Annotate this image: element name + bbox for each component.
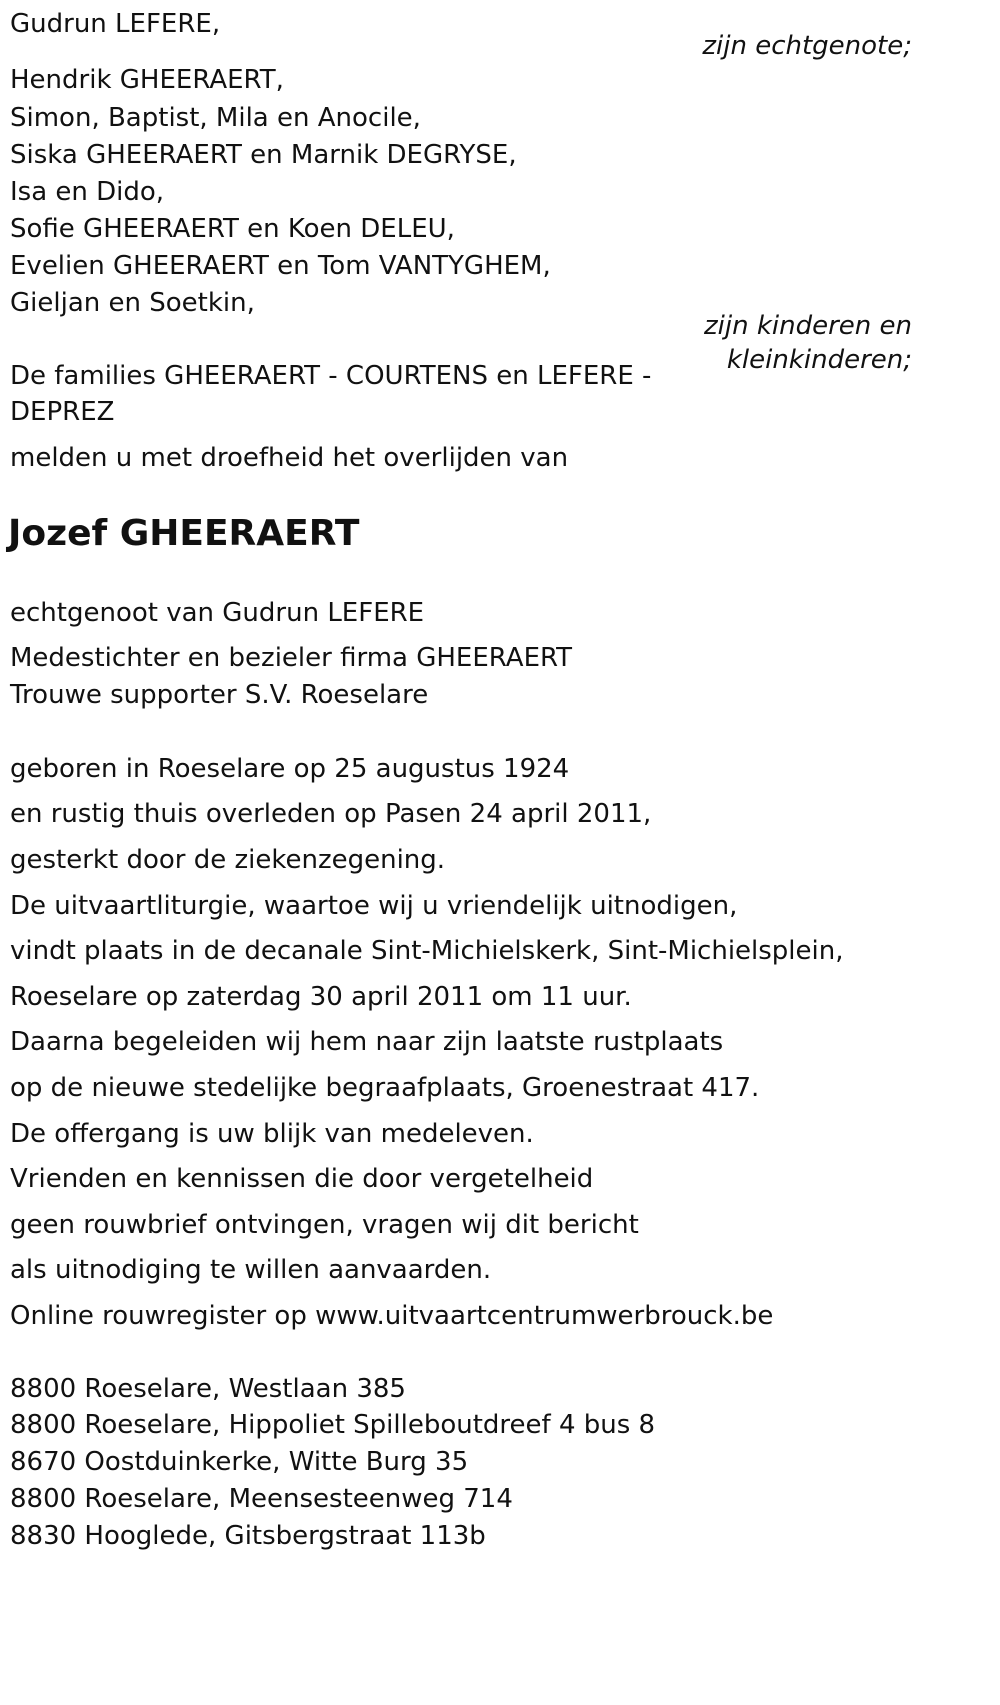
detail-line: op de nieuwe stedelijke begraafplaats, Groenestraat 417.: [10, 1073, 760, 1103]
title-line: Medestichter en bezieler firma GHEERAERT: [10, 643, 573, 673]
detail-line: vindt plaats in de decanale Sint-Michielskerk, Sint-Michielsplein,: [10, 936, 844, 966]
deceased-name: Jozef GHEERAERT: [8, 513, 360, 554]
detail-line: als uitnodiging te willen aanvaarden.: [10, 1255, 492, 1285]
children-role-line2: kleinkinderen;: [726, 345, 912, 375]
family-line: Sofie GHEERAERT en Koen DELEU,: [10, 214, 455, 244]
announcement: melden u met droefheid het overlijden van: [10, 443, 569, 473]
family-line: Hendrik GHEERAERT,: [10, 65, 284, 95]
detail-line: gesterkt door de ziekenzegening.: [10, 845, 446, 875]
families-line2: DEPREZ: [10, 397, 115, 427]
detail-line: Online rouwregister op www.uitvaartcentrumwerbrouck.be: [10, 1301, 774, 1331]
address-line: 8800 Roeselare, Hippoliet Spilleboutdreef 4 bus 8: [10, 1410, 656, 1440]
detail-line: Roeselare op zaterdag 30 april 2011 om 11 uur.: [10, 982, 632, 1012]
address-line: 8830 Hooglede, Gitsbergstraat 113b: [10, 1521, 486, 1551]
address-line: 8670 Oostduinkerke, Witte Burg 35: [10, 1447, 469, 1477]
title-line: Trouwe supporter S.V. Roeselare: [10, 680, 429, 710]
family-line: Evelien GHEERAERT en Tom VANTYGHEM,: [10, 251, 551, 281]
detail-line: Daarna begeleiden wij hem naar zijn laatste rustplaats: [10, 1027, 724, 1057]
address-line: 8800 Roeselare, Westlaan 385: [10, 1374, 406, 1404]
detail-line: De offergang is uw blijk van medeleven.: [10, 1119, 534, 1149]
family-line: Siska GHEERAERT en Marnik DEGRYSE,: [10, 140, 517, 170]
family-line: Gieljan en Soetkin,: [10, 288, 255, 318]
family-line: Simon, Baptist, Mila en Anocile,: [10, 103, 421, 133]
spouse-of: echtgenoot van Gudrun LEFERE: [10, 598, 425, 628]
children-role-line1: zijn kinderen en: [704, 311, 912, 341]
families-line1: De families GHEERAERT - COURTENS en LEFERE -: [10, 361, 652, 391]
detail-line: en rustig thuis overleden op Pasen 24 april 2011,: [10, 799, 652, 829]
detail-line: De uitvaartliturgie, waartoe wij u vriendelijk uitnodigen,: [10, 891, 738, 921]
address-line: 8800 Roeselare, Meensesteenweg 714: [10, 1484, 513, 1514]
spouse-role: zijn echtgenote;: [702, 31, 912, 61]
spouse-name: Gudrun LEFERE,: [10, 9, 221, 39]
detail-line: geboren in Roeselare op 25 augustus 1924: [10, 754, 570, 784]
detail-line: Vrienden en kennissen die door vergetelheid: [10, 1164, 594, 1194]
family-line: Isa en Dido,: [10, 177, 165, 207]
detail-line: geen rouwbrief ontvingen, vragen wij dit bericht: [10, 1210, 639, 1240]
